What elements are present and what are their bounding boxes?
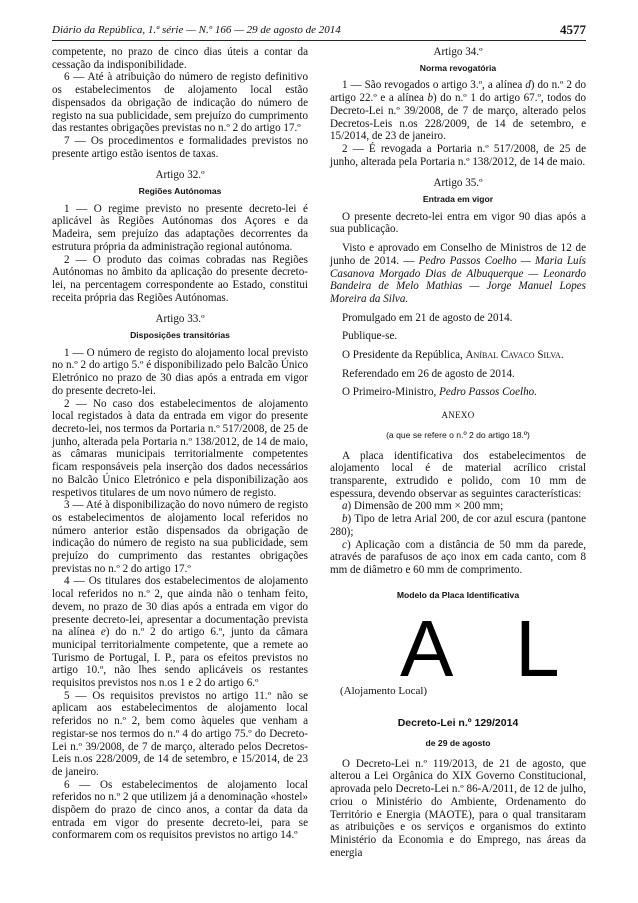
- text-run: ) do n.º 2 do artigo 6.º, junto da câmara municipal territorialmente competente, que a remete ao Turismo de Portugal, I. P., para os efeitos previstos no artigo 10.º, não lhes sendo aplicáveis os restantes requisitos previstos nos n.os 1 e 2 do artigo 6.º: [52, 626, 308, 690]
- paragraph: [330, 79, 586, 143]
- paragraph: 6 — Até à atribuição do número de registo definitivo os estabelecimentos de alojamento local estão dispensados da obrigação de indicação do número de registo na sua publicidade, sem prejuízo do cumprimento das restantes obrigações previstas no n.º 2 do artigo 17.º: [52, 71, 308, 135]
- paragraph: 7 — Os procedimentos e formalidades previstos no presente artigo estão isentos de taxas.: [52, 134, 308, 160]
- page-header: [52, 22, 586, 41]
- president-name: Aníbal Cavaco Silva: [465, 349, 561, 362]
- text-run: ) do n.º 2 do artigo 22.º e a alínea: [330, 79, 586, 105]
- text-run: Visto e aprovado em Conselho de Ministros de 12 de junho de 2014. —: [330, 242, 586, 267]
- article-title: Disposições transitórias: [130, 330, 230, 341]
- text-run: O Primeiro-Ministro,: [342, 386, 440, 399]
- text-run: ) Dimensão de 200 mm × 200 mm;: [347, 500, 504, 513]
- paragraph: O Decreto-Lei n.º 119/2013, de 21 de agosto, que alterou a Lei Orgânica do XIX Governo Constitucional, aprovada pelo Decreto-Lei n.º 86-A/2011, de 12 de julho, criou o Ministério do Ambiente, Ordenamento do Território e Energia (MAOTE), para o qual transitaram as atribuições e os serviços e organismos do extinto Ministério da Economia e do Emprego, nas áreas da energia: [330, 757, 586, 859]
- article-title: Norma revogatória: [419, 62, 497, 73]
- article-heading: Artigo 34.º: [433, 46, 483, 58]
- text-run: 1 — São revogados o artigo 3.º, a alínea: [342, 79, 526, 92]
- plate-model-title: Modelo da Placa Identificativa: [396, 589, 520, 600]
- article-heading: Artigo 33.º: [155, 313, 205, 326]
- paragraph: 2 — No caso dos estabelecimentos de alojamento local registados à data da entrada em vigor do presente decreto-lei, nos termos da Portaria n.º 517/2008, de 25 de junho, alterada pela Portaria n.º 138/2012, de 14 de maio, as câmaras municipais territorialmente competentes ficam responsáveis pela inserção dos dados necessários no Balcão Único Eletrónico e pela disponibilização aos respetivos titulares de um novo número de registo.: [52, 397, 308, 499]
- decree-title: Decreto-Lei n.º 129/2014: [397, 717, 519, 730]
- paragraph: [52, 575, 308, 689]
- list-marker: a: [342, 500, 348, 513]
- text-run: O Presidente da República,: [342, 349, 466, 362]
- text-run: b: [427, 92, 434, 105]
- paragraph: [330, 349, 586, 362]
- paragraph: [330, 386, 586, 399]
- paragraph: 1 — O número de registo do alojamento local previsto no n.º 2 do artigo 5.º é disponibilizado pelo Balcão Único Eletrónico no prazo de 30 dias após a entrada em vigor do presente decreto-lei.: [52, 346, 308, 397]
- text-run: e: [100, 626, 106, 639]
- paragraph: 1 — O regime previsto no presente decreto-lei é aplicável às Regiões Autónomas dos Açores e da Madeira, sem prejuízo das adaptações decorrentes da estrutura própria da administração regional autónoma.: [52, 202, 308, 253]
- paragraph: 3 — Até à disponibilização do novo número de registo os estabelecimentos de alojamento local referidos no número anterior estão dispensados da obrigação de indicação do número de registo na sua publicidade, sem prejuízo do cumprimento das restantes obrigações previstas no n.º 2 do artigo 17.º: [52, 499, 308, 575]
- prime-minister-name: Pedro Passos Coelho.: [439, 386, 537, 399]
- signatories: Pedro Passos Coelho — Maria Luís Casanova Morgado Dias de Albuquerque — Leonardo Bandeira de Melo Mathias — Jorge Manuel Lopes Moreira da Silva.: [330, 254, 587, 305]
- identification-plate: [330, 604, 586, 707]
- list-item: [330, 539, 586, 577]
- paragraph: 2 — O produto das coimas cobradas nas Regiões Autónomas no âmbito da aplicação do presente decreto-lei, na percentagem correspondente ao Estado, constitui receita própria das Regiões Autónomas.: [52, 253, 308, 304]
- plate-letters: A L: [400, 604, 582, 694]
- article-title: Entrada em vigor: [422, 194, 494, 205]
- article-heading: Artigo 35.º: [433, 177, 483, 190]
- text-run: d: [525, 79, 531, 92]
- paragraph: Promulgado em 21 de agosto de 2014.: [342, 311, 513, 324]
- paragraph: competente, no prazo de cinco dias úteis a contar da cessação da indisponibilidade.: [52, 46, 308, 71]
- article-heading: Artigo 32.º: [155, 169, 205, 182]
- right-column: [330, 46, 586, 859]
- decree-date: de 29 de agosto: [425, 738, 491, 749]
- text-run: ) Aplicação com a distância de 50 mm da parede, através de parafusos de aço inox em cada canto, com 8 mm de diâmetro e 60 mm de comprimento.: [330, 538, 586, 576]
- paragraph: 5 — Os requisitos previstos no artigo 11.º não se aplicam aos estabelecimentos de alojamento local referidos no n.º 2, bem como àqueles que venham a registar-se nos termos do n.º 4 do artigo 75.º do Decreto-Lei n.º 39/2008, de 7 de março, alterado pelos Decretos-Leis n.os 228/2009, de 14 de setembro, e 15/2014, de 23 de janeiro.: [52, 689, 308, 778]
- list-item: [330, 513, 586, 538]
- paragraph: 2 — É revogada a Portaria n.º 517/2008, de 25 de junho, alterada pela Portaria n.º 138/2012, de 14 de maio.: [330, 142, 586, 168]
- left-column: [52, 46, 308, 842]
- text-run: .: [560, 349, 564, 362]
- paragraph: A placa identificativa dos estabelecimentos de alojamento local é de material acrílico cristal transparente, extrudido e polido, com 10 mm de espessura, devendo observar as seguintes características:: [330, 449, 586, 500]
- page-number: 4577: [560, 22, 586, 37]
- journal-title: Diário da República, 1.ª série — N.º 166 — 29 de agosto de 2014: [52, 24, 341, 36]
- text-run: 4 — Os titulares dos estabelecimentos de alojamento local referidos no n.º 2, que ainda não o tenham feito, devem, no prazo de 30 dias após a entrada em vigor do presente decreto-lei, apresentar a documentação prevista na alínea: [52, 575, 308, 639]
- text-run: ) do n.º 1 do artigo 67.º, todos do Decreto-Lei n.º 39/2008, de 7 de março, alterado pelos Decretos-Leis n.os 228/2009, de 14 de setembro, e 15/2014, de 23 de janeiro.: [330, 92, 587, 143]
- paragraph: [330, 242, 586, 306]
- paragraph: O presente decreto-lei entra em vigor 90 dias após a sua publicação.: [330, 210, 586, 236]
- article-title: Regiões Autónomas: [138, 186, 222, 197]
- paragraph: Publique-se.: [342, 330, 398, 343]
- list-marker: c: [342, 538, 347, 551]
- text-run: ) Tipo de letra Arial 200, de cor azul escura (pantone 280);: [330, 513, 586, 538]
- annex-heading: ANEXO: [441, 410, 475, 421]
- list-item: [330, 500, 586, 513]
- paragraph: Referendado em 26 de agosto de 2014.: [342, 367, 515, 380]
- annex-subtitle: (a que se refere o n.º 2 do artigo 18.º): [386, 429, 530, 440]
- paragraph: 6 — Os estabelecimentos de alojamento local referidos no n.º 2 que utilizem já a denominação «hostel» dispõem do prazo de cinco anos, a contar da data da entrada em vigor do presente decreto-lei, para se conformarem com os requisitos previstos no artigo 14.º: [52, 778, 308, 842]
- plate-caption: (Alojamento Local): [340, 685, 428, 698]
- list-marker: b: [342, 513, 348, 526]
